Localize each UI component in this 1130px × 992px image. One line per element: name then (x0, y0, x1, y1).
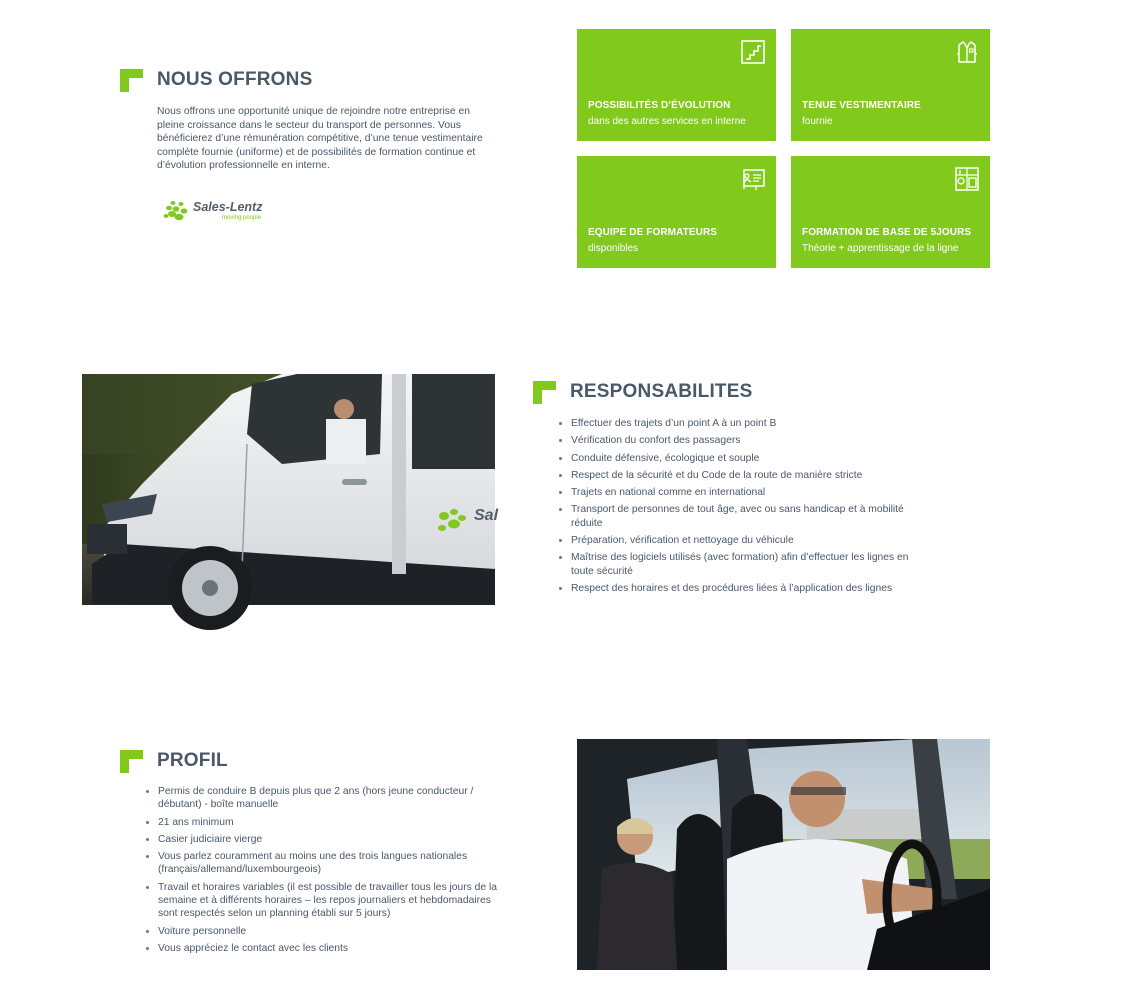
list-item: 21 ans minimum (145, 816, 502, 829)
card-title: TENUE VESTIMENTAIRE (802, 100, 921, 111)
card-trainers (577, 156, 776, 268)
list-item: Trajets en national comme en international (558, 486, 918, 499)
card-title: FORMATION DE BASE DE 5JOURS (802, 227, 972, 238)
profile-section-mark (120, 750, 143, 773)
card-subtitle: fournie (802, 116, 833, 127)
list-item: Vous parlez couramment au moins une des trois langues nationales (français/allemand/luxembourgeois) (145, 850, 502, 877)
profile-title: PROFIL (157, 750, 228, 771)
van-illustration (82, 374, 495, 605)
offer-title: NOUS OFFRONS (157, 69, 313, 90)
driver-illustration (577, 739, 990, 970)
list-item: Permis de conduire B depuis plus que 2 ans (hors jeune conducteur / débutant) - boîte manuelle (145, 785, 502, 812)
list-item: Travail et horaires variables (il est possible de travailler tous les jours de la semaine et à différents horaires – les repos journaliers et hebdomadaires sont respectés selon un planning établi sur 5 jours) (145, 881, 502, 921)
van-logo-text: Sal (474, 507, 499, 524)
card-evolution (577, 29, 776, 141)
list-item: Effectuer des trajets d’un point A à un point B (558, 417, 918, 430)
list-item: Vérification du confort des passagers (558, 434, 918, 447)
list-item: Respect des horaires et des procédures liées à l’application des lignes (558, 582, 918, 595)
logo-name: Sales-Lentz (193, 200, 263, 214)
card-title: POSSIBILITÉS D’ÉVOLUTION (588, 100, 731, 111)
card-training (791, 156, 990, 268)
offer-text: Nous offrons une opportunité unique de rejoindre notre entreprise en pleine croissance dans le secteur du transport de personnes. Vous bénéficierez d’une rémunération compétitive, d’une tenue vestimentaire complète fournie (uniforme) et de possibilités de formation continue et d’évolution professionnelle en interne. (157, 106, 483, 172)
list-item: Maîtrise des logiciels utilisés (avec formation) afin d’effectuer les lignes en toute sécurité (558, 551, 918, 578)
responsibilities-section-mark (533, 381, 556, 404)
card-subtitle: dans des autres services en interne (588, 116, 746, 127)
responsibilities-list (558, 417, 918, 599)
training-tools-icon (955, 167, 979, 191)
list-item: Vous appréciez le contact avec les clients (145, 942, 502, 955)
card-subtitle: disponibles (588, 243, 639, 254)
list-item: Préparation, vérification et nettoyage du véhicule (558, 534, 918, 547)
sales-lentz-logo (162, 198, 272, 228)
card-title: EQUIPE DE FORMATEURS (588, 227, 718, 238)
list-item: Conduite défensive, écologique et souple (558, 452, 918, 465)
card-clothing (791, 29, 990, 141)
list-item: Voiture personnelle (145, 925, 502, 938)
list-item: Casier judiciaire vierge (145, 833, 502, 846)
driver-photo (577, 739, 990, 970)
list-item: Transport de personnes de tout âge, avec ou sans handicap et à mobilité réduite (558, 503, 918, 530)
offer-section-mark (120, 69, 143, 92)
shirt-icon (955, 40, 979, 64)
logo-tagline: moving people (222, 215, 262, 221)
responsibilities-title: RESPONSABILITES (570, 381, 753, 402)
trainer-board-icon (741, 167, 765, 191)
profile-list (145, 785, 502, 959)
van-photo (82, 374, 499, 605)
stairs-icon (741, 40, 765, 64)
logo-dots-icon (162, 198, 194, 224)
card-subtitle: Théorie + apprentissage de la ligne (802, 243, 959, 254)
list-item: Respect de la sécurité et du Code de la route de manière stricte (558, 469, 918, 482)
